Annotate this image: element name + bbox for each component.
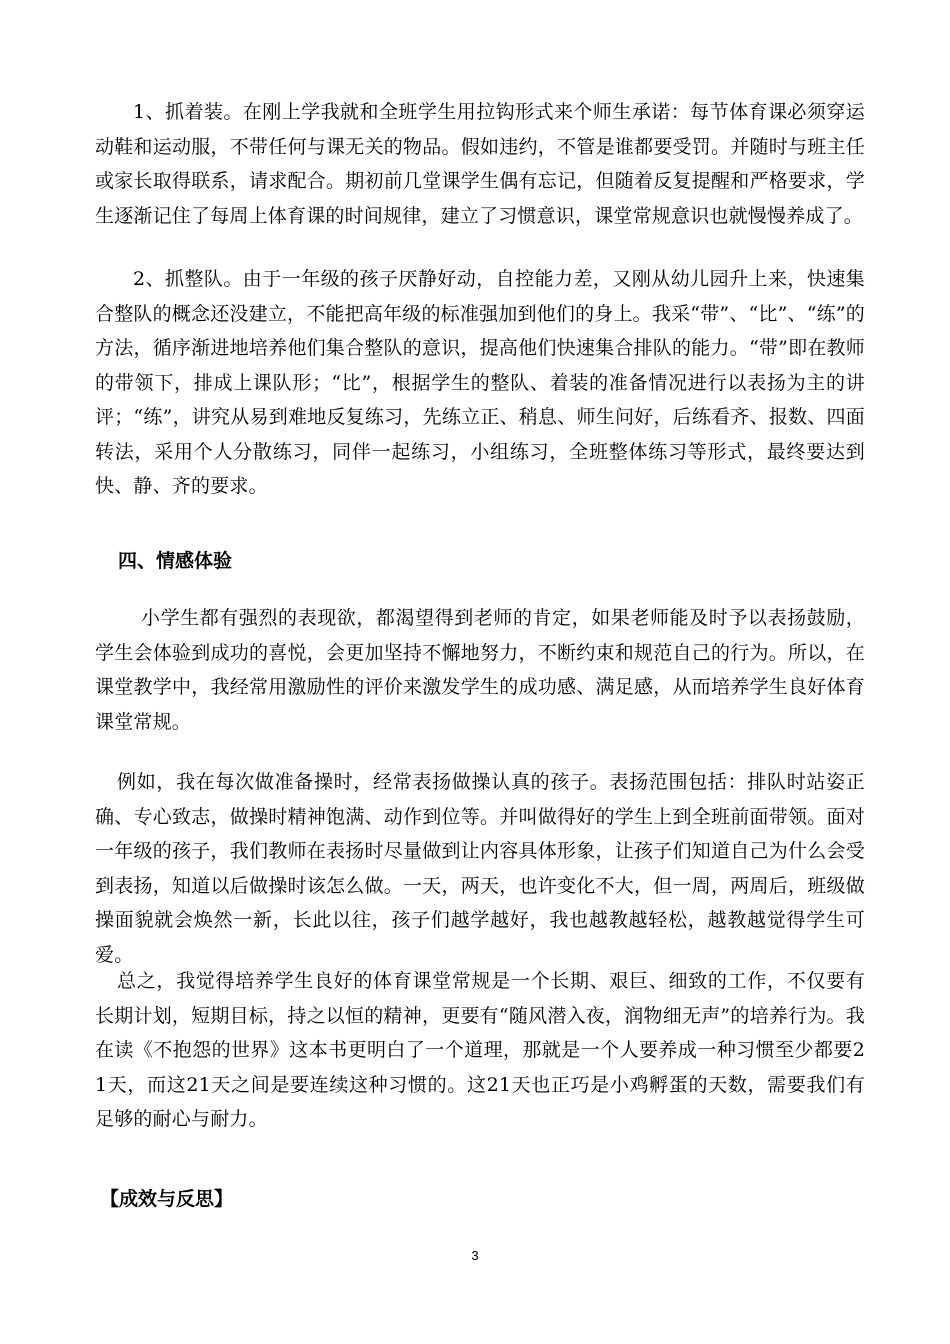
paragraph-dress-requirement: 1、抓着装。在刚上学我就和全班学生用拉钩形式来个师生承诺：每节体育课必须穿运动鞋和运动服，不带任何与课无关的物品。假如违约，不管是谁都要受罚。并随时与班主任或家长取得联系，请求配合。期初前几堂课学生偶有忘记，但随着反复提醒和严格要求，学生逐渐记住了每周上体育课的时间规律，建立了习惯意识，课堂常规意识也就慢慢养成了。 — [95, 101, 865, 227]
paragraph-summary: 总之，我觉得培养学生良好的体育课堂常规是一个长期、艰巨、细致的工作，不仅要有长期计划，短期目标，持之以恒的精神，更要有“随风潜入夜，润物细无声”的培养行为。我在读《不抱怨的世界》这本书更明白了一个道理，那就是一个人要养成一种习惯至少都要21天，而这21天之间是要连续这种习惯的。这21天也正巧是小鸡孵蛋的天数，需要我们有足够的耐心与耐力。 — [95, 970, 865, 1130]
page-number: 3 — [471, 1248, 479, 1263]
paragraph-example-praise: 例如，我在每次做准备操时，经常表扬做操认真的孩子。表扬范围包括：排队时站姿正确、专心致志，做操时精神饱满、动作到位等。并叫做得好的学生上到全班前面带领。面对一年级的孩子，我们教师在表扬时尽量做到让内容具体形象，让孩子们知道自己为什么会受到表扬，知道以后做操时该怎么做。一天，两天，也许变化不大，但一周，两周后，班级做操面貌就会焕然一新，长此以往，孩子们越学越好，我也越教越轻松，越教越觉得学生可爱。 — [95, 771, 865, 966]
section-heading-results-reflection: 【成效与反思】 — [100, 1188, 234, 1210]
paragraph-line-up-requirement: 2、抓整队。由于一年级的孩子厌静好动，自控能力差，又刚从幼儿园升上来，快速集合整队的概念还没建立，不能把高年级的标准强加到他们的身上。我采“带”、“比”、“练”的方法，循序渐进地培养他们集合整队的意识，提高他们快速集合排队的能力。“带”即在教师的带领下，排成上课队形；“比”，根据学生的整队、着装的准备情况进行以表扬为主的讲评；“练”，讲究从易到难地反复练习，先练立正、稍息、师生问好，后练看齐、报数、四面转法，采用个人分散练习，同伴一起练习，小组练习，全班整体练习等形式，最终要达到快、静、齐的要求。 — [95, 268, 865, 497]
paragraph-encouragement: 小学生都有强烈的表现欲，都渴望得到老师的肯定，如果老师能及时予以表扬鼓励，学生会体验到成功的喜悦，会更加坚持不懈地努力，不断约束和规范自己的行为。所以，在课堂教学中，我经常用激励性的评价来激发学生的成功感、满足感，从而培养学生良好体育课堂常规。 — [95, 607, 865, 733]
section-heading-emotional-experience: 四、情感体验 — [118, 550, 233, 572]
